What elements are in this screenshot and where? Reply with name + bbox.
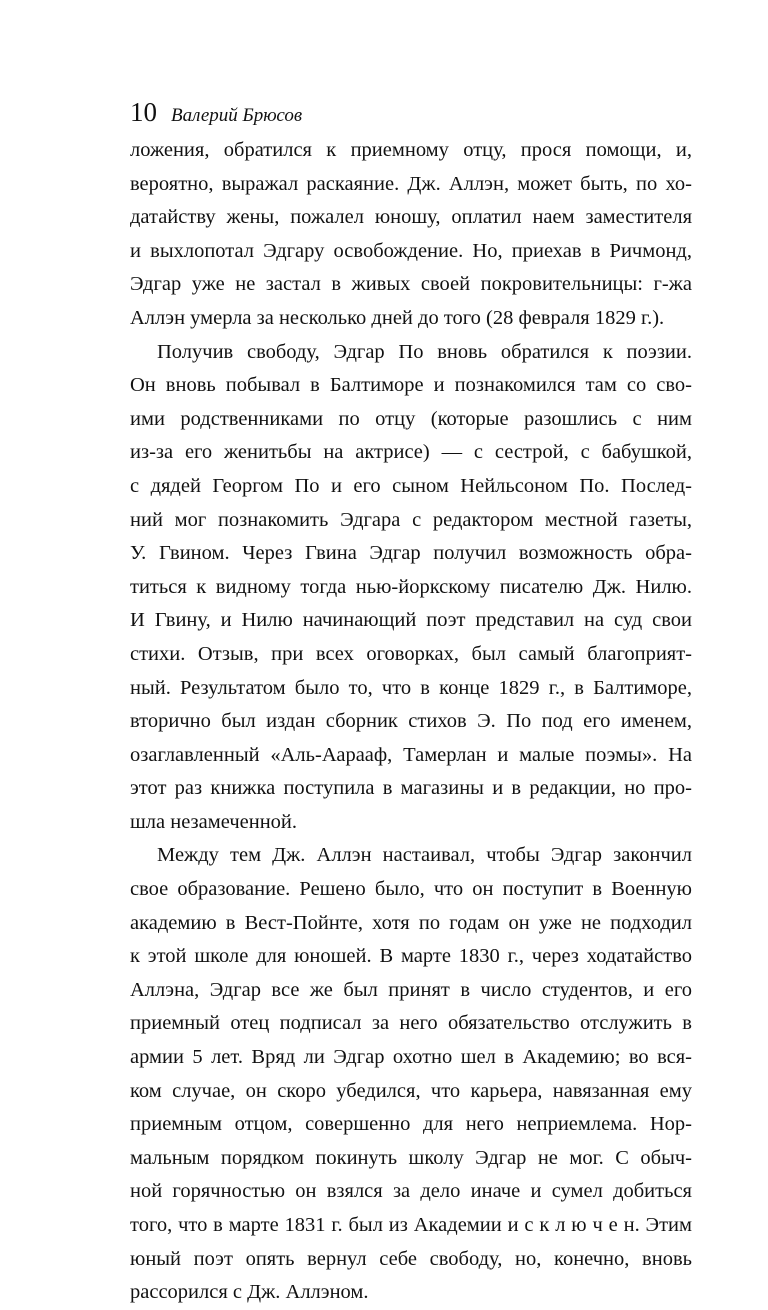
text-line: ими родственниками по отцу (которые разошлись с ним <box>130 407 692 430</box>
text-line: Между тем Дж. Аллэн настаивал, чтобы Эдгар закончил <box>157 844 692 867</box>
text-line: и выхлопотал Эдгару освобождение. Но, приехав в Ричмонд, <box>130 239 692 262</box>
text-line: приемным отцом, совершенно для него неприемлема. Нор- <box>130 1113 692 1136</box>
body-text <box>130 134 692 1310</box>
text-line: мальным порядком покинуть школу Эдгар не мог. С обыч- <box>130 1146 692 1169</box>
text-line: того, что в марте 1831 г. был из Академии и с к л ю ч е н. Этим <box>130 1214 692 1236</box>
text-line: с дядей Георгом По и его сыном Нейльсоном По. Послед- <box>130 474 692 497</box>
text-line: титься к видному тогда нью-йоркскому писателю Дж. Нилю. <box>130 575 692 598</box>
paragraph <box>130 134 692 336</box>
text-line: Аллэн умерла за несколько дней до того (28 февраля 1829 г.). <box>130 306 665 329</box>
text-line: ний мог познакомить Эдгара с редактором местной газеты, <box>130 508 692 531</box>
text-line: академию в Вест-Пойнте, хотя по годам он уже не подходил <box>130 911 692 934</box>
paragraph <box>130 336 692 840</box>
text-line: к этой школе для юношей. В марте 1830 г., через ходатайство <box>130 945 692 968</box>
text-line: юный поэт опять вернул себе свободу, но, конечно, вновь <box>130 1247 692 1270</box>
text-line: вторично был издан сборник стихов Э. По под его именем, <box>130 710 692 733</box>
text-line: ный. Результатом было то, что в конце 1829 г., в Балтиморе, <box>130 676 692 699</box>
text-line: ком случае, он скоро убедился, что карьера, навязанная ему <box>130 1079 692 1102</box>
text-line: Получив свободу, Эдгар По вновь обратился к поэзии. <box>157 340 692 363</box>
text-line: У. Гвином. Через Гвина Эдгар получил возможность обра- <box>130 542 692 565</box>
book-page <box>130 94 692 1310</box>
text-line: Аллэна, Эдгар все же был принят в число студентов, и его <box>130 978 692 1001</box>
text-line: шла незамеченной. <box>130 810 298 833</box>
text-line: вероятно, выражал раскаяние. Дж. Аллэн, может быть, по хо- <box>130 172 692 195</box>
text-line: рассорился с Дж. Аллэном. <box>130 1281 369 1304</box>
text-line: озаглавленный «Аль-Аарааф, Тамерлан и малые поэмы». На <box>130 743 692 766</box>
running-head <box>130 94 692 130</box>
text-line: этот раз книжка поступила в магазины и в редакции, но про- <box>130 777 692 800</box>
text-line: Он вновь побывал в Балтиморе и познакомился там со сво- <box>130 374 692 397</box>
page-number: 10 <box>130 97 157 127</box>
text-line: Эдгар уже не застал в живых своей покровительницы: г-жа <box>130 273 692 296</box>
text-line: стихи. Отзыв, при всех оговорках, был самый благоприят- <box>130 642 692 665</box>
text-line: датайству жены, пожалел юношу, оплатил наем заместителя <box>130 206 692 229</box>
text-line: ложения, обратился к приемному отцу, прося помощи, и, <box>130 139 692 161</box>
text-line: И Гвину, и Нилю начинающий поэт представил на суд свои <box>130 609 692 632</box>
text-line: армии 5 лет. Вряд ли Эдгар охотно шел в Академию; во вся- <box>130 1046 692 1069</box>
text-line: ной горячностью он взялся за дело иначе и сумел добиться <box>130 1180 692 1203</box>
running-title: Валерий Брюсов <box>171 105 303 126</box>
text-line: приемный отец подписал за него обязательство отслужить в <box>130 1012 692 1035</box>
text-line: из-за его женитьбы на актрисе) — с сестрой, с бабушкой, <box>130 441 692 464</box>
text-line: свое образование. Решено было, что он поступит в Военную <box>130 878 692 901</box>
paragraph <box>130 839 692 1309</box>
